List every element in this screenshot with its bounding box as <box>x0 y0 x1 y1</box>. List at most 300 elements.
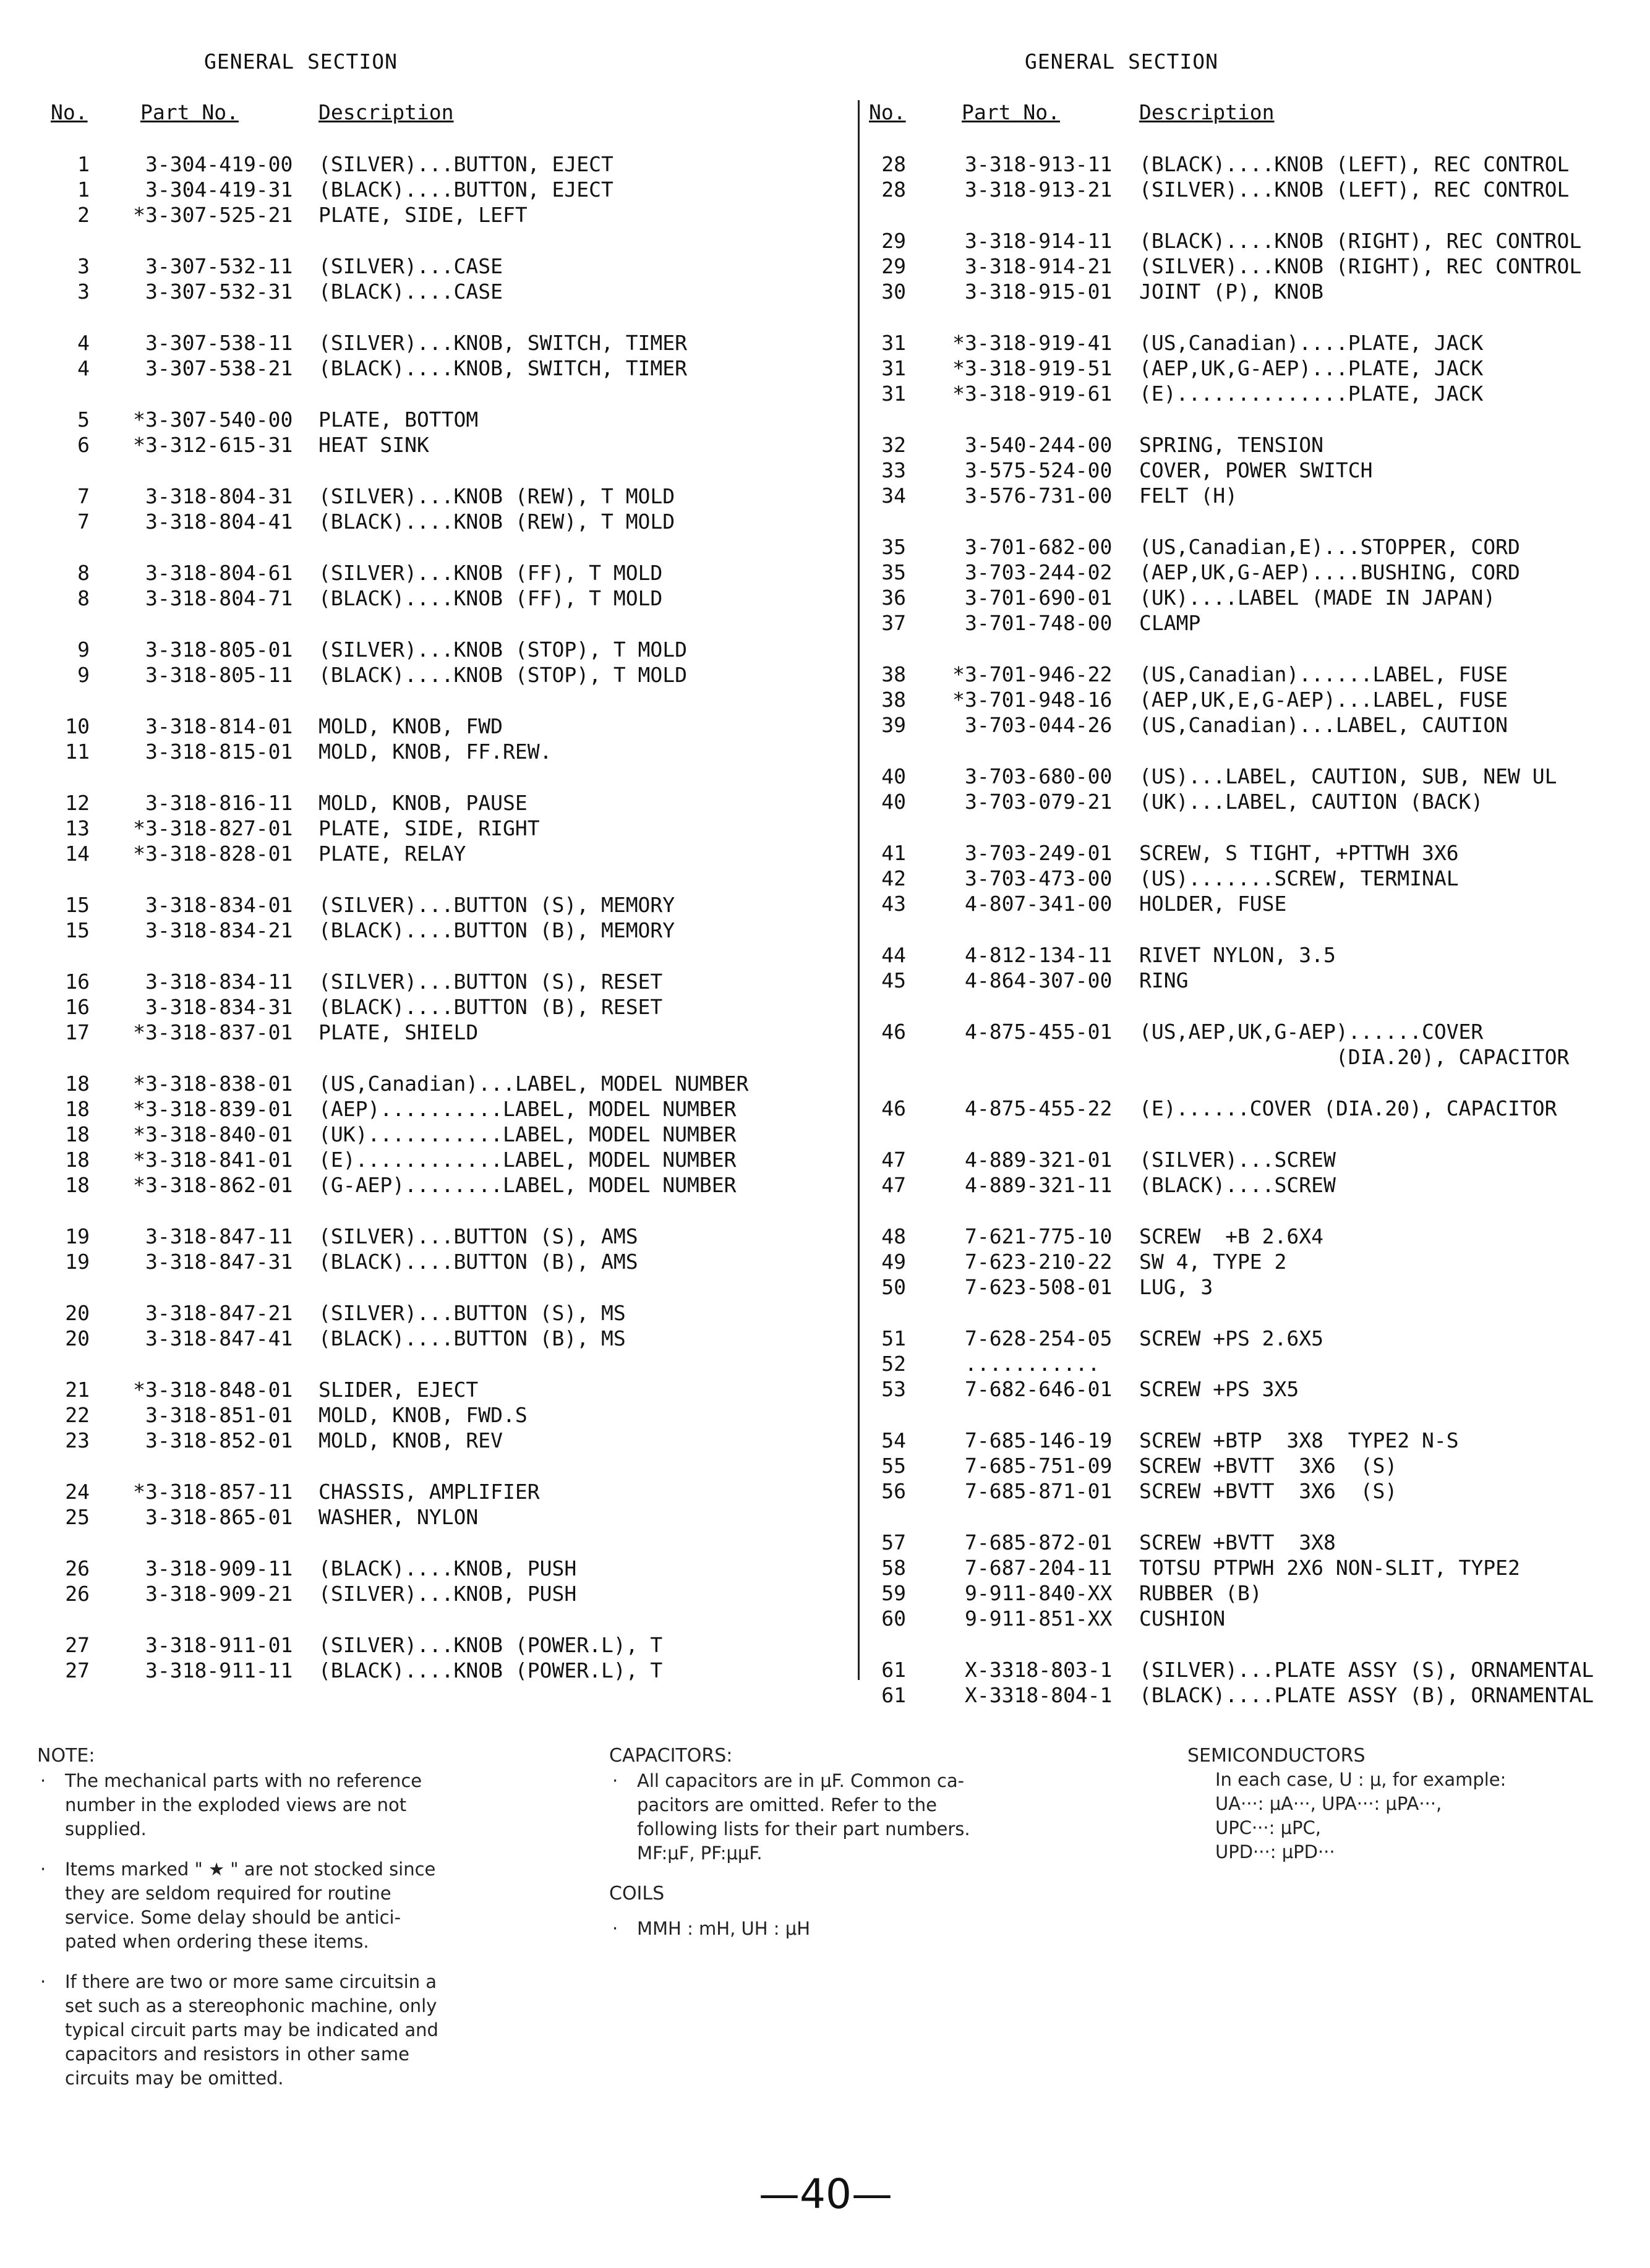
item-number: 6 <box>77 433 90 457</box>
item-number: 29 <box>881 254 906 278</box>
header-no: No. <box>869 100 906 124</box>
item-number: 11 <box>65 740 90 764</box>
description: (BLACK)....KNOB, PUSH <box>318 1556 577 1580</box>
part-number: 7-685-146-19 <box>965 1428 1113 1452</box>
description: (AEP,UK,E,G-AEP)...LABEL, FUSE <box>1139 688 1508 712</box>
table-row <box>37 279 841 305</box>
item-number: 18 <box>65 1122 90 1146</box>
description: (US,AEP,UK,G-AEP)......COVER <box>1139 1020 1484 1044</box>
item-number: 17 <box>65 1020 90 1044</box>
part-number: 3-540-244-00 <box>965 433 1113 457</box>
table-row <box>863 1326 1636 1352</box>
item-number: 19 <box>65 1250 90 1274</box>
description: (BLACK)....KNOB (RIGHT), REC CONTROL <box>1139 229 1582 253</box>
description: (SILVER)...KNOB (FF), T MOLD <box>318 561 663 585</box>
part-number: 7-623-508-01 <box>965 1275 1113 1299</box>
group-spacer <box>37 944 841 970</box>
group-spacer <box>37 1607 841 1633</box>
note-items <box>37 1769 594 2091</box>
description: SCREW +PS 2.6X5 <box>1139 1326 1324 1350</box>
part-number: 3-318-847-11 <box>145 1224 293 1248</box>
part-number: 3-318-840-01 <box>145 1122 293 1146</box>
item-number: 12 <box>65 791 90 815</box>
part-number: 7-623-210-22 <box>965 1250 1113 1274</box>
table-row <box>863 790 1636 815</box>
description: (E)......COVER (DIA.20), CAPACITOR <box>1139 1096 1557 1120</box>
item-number: 13 <box>65 816 90 840</box>
part-number: X-3318-803-1 <box>965 1658 1113 1682</box>
description: SCREW +BVTT 3X8 <box>1139 1530 1336 1554</box>
group-spacer <box>37 458 841 484</box>
description: (SILVER)...BUTTON (S), AMS <box>318 1224 638 1248</box>
table-row <box>37 1301 841 1326</box>
table-row <box>863 586 1636 611</box>
description: (US,Canadian)....PLATE, JACK <box>1139 331 1484 355</box>
part-number: 3-701-946-22 <box>965 662 1113 686</box>
description: RIVET NYLON, 3.5 <box>1139 943 1336 967</box>
group-spacer <box>37 1454 841 1480</box>
table-row <box>37 254 841 279</box>
note-line: service. Some delay should be antici- <box>65 1907 401 1928</box>
part-number: 3-701-682-00 <box>965 535 1113 559</box>
table-row <box>37 1224 841 1250</box>
group-spacer <box>863 1198 1636 1224</box>
part-number: 3-307-538-11 <box>145 331 293 355</box>
item-number: 4 <box>77 331 90 355</box>
part-number: 3-318-805-11 <box>145 663 293 687</box>
description: SCREW +BVTT 3X6 (S) <box>1139 1479 1398 1503</box>
coils-note <box>609 1917 1153 1941</box>
description: (E)..............PLATE, JACK <box>1139 382 1484 406</box>
description: (BLACK)....BUTTON (B), RESET <box>318 995 663 1019</box>
table-row <box>37 1122 841 1148</box>
part-number: 3-318-914-11 <box>965 229 1113 253</box>
description: (UK)...........LABEL, MODEL NUMBER <box>318 1122 737 1146</box>
group-spacer <box>863 994 1636 1020</box>
capacitors-lines <box>637 1769 1153 1865</box>
part-number: 4-875-455-01 <box>965 1020 1113 1044</box>
table-row <box>863 1250 1636 1275</box>
table-row <box>37 356 841 382</box>
description: PLATE, SIDE, RIGHT <box>318 816 540 840</box>
not-stocked-mark: * <box>952 662 965 686</box>
description: RING <box>1139 968 1189 992</box>
part-number: 3-318-848-01 <box>145 1378 293 1402</box>
not-stocked-mark: * <box>952 688 965 712</box>
capacitors-line: All capacitors are in μF. Common ca- <box>637 1770 965 1791</box>
item-number: 24 <box>65 1480 90 1504</box>
description: (SILVER)...KNOB (LEFT), REC CONTROL <box>1139 177 1570 202</box>
description: PLATE, SIDE, LEFT <box>318 203 528 227</box>
group-spacer <box>37 1530 841 1556</box>
part-number: 3-318-851-01 <box>145 1403 293 1427</box>
part-number: 7-687-204-11 <box>965 1556 1113 1580</box>
description: (E)............LABEL, MODEL NUMBER <box>318 1148 737 1172</box>
table-row <box>37 586 841 612</box>
part-number: 7-685-751-09 <box>965 1454 1113 1478</box>
description: (US)...LABEL, CAUTION, SUB, NEW UL <box>1139 764 1557 788</box>
note-line: pated when ordering these items. <box>65 1931 369 1952</box>
table-row <box>37 1148 841 1173</box>
item-number: 8 <box>77 561 90 585</box>
table-row <box>863 1683 1636 1708</box>
description: (UK)....LABEL (MADE IN JAPAN) <box>1139 586 1496 610</box>
table-row <box>37 1020 841 1046</box>
group-spacer <box>863 815 1636 841</box>
part-number: 4-875-455-22 <box>965 1096 1113 1120</box>
parts-list <box>37 152 841 1684</box>
description: (BLACK)....KNOB (LEFT), REC CONTROL <box>1139 152 1570 176</box>
item-number: 26 <box>65 1556 90 1580</box>
part-number: 3-318-911-01 <box>145 1633 293 1657</box>
page-number: —40— <box>759 2170 892 2218</box>
part-number: 7-682-646-01 <box>965 1377 1113 1401</box>
item-number: 48 <box>881 1224 906 1248</box>
parts-list <box>863 152 1636 1708</box>
part-number: 3-318-911-11 <box>145 1658 293 1682</box>
item-number: 31 <box>881 331 906 355</box>
table-row <box>37 1556 841 1582</box>
note-item <box>37 1970 594 2091</box>
part-number: 3-318-828-01 <box>145 842 293 866</box>
note-line: Items marked " ★ " are not stocked since <box>65 1859 436 1880</box>
item-number: 9 <box>77 663 90 687</box>
item-number: 60 <box>881 1606 906 1631</box>
description: TOTSU PTPWH 2X6 NON-SLIT, TYPE2 <box>1139 1556 1520 1580</box>
table-row <box>863 279 1636 305</box>
item-number: 43 <box>881 892 906 916</box>
description: SW 4, TYPE 2 <box>1139 1250 1287 1274</box>
item-number: 3 <box>77 254 90 278</box>
part-number: 3-318-909-21 <box>145 1582 293 1606</box>
item-number: 30 <box>881 279 906 304</box>
part-number: 4-889-321-11 <box>965 1173 1113 1197</box>
part-number: 3-318-857-11 <box>145 1480 293 1504</box>
table-row <box>863 1020 1636 1045</box>
table-row <box>863 1606 1636 1632</box>
note-section <box>37 1744 594 2107</box>
table-row <box>863 1454 1636 1479</box>
description: WASHER, NYLON <box>318 1505 479 1529</box>
description: (BLACK)....BUTTON (B), MEMORY <box>318 918 675 942</box>
description: (SILVER)...BUTTON (S), MEMORY <box>318 893 675 917</box>
table-row <box>37 893 841 918</box>
item-number: 35 <box>881 535 906 559</box>
item-number: 10 <box>65 714 90 738</box>
semiconductors-line: UPC···: μPC, <box>1215 1817 1322 1838</box>
item-number: 18 <box>65 1097 90 1121</box>
item-number: 16 <box>65 970 90 994</box>
description: (BLACK)....KNOB (POWER.L), T <box>318 1658 663 1682</box>
item-number: 14 <box>65 842 90 866</box>
part-number: X-3318-804-1 <box>965 1683 1113 1707</box>
part-number: 3-312-615-31 <box>145 433 293 457</box>
table-row <box>37 1097 841 1122</box>
capacitors-heading: CAPACITORS: <box>609 1745 733 1767</box>
group-spacer <box>37 688 841 714</box>
part-number: 9-911-851-XX <box>965 1606 1113 1631</box>
table-row <box>37 637 841 663</box>
description: SLIDER, EJECT <box>318 1378 479 1402</box>
table-row <box>37 791 841 816</box>
part-number: 3-318-865-01 <box>145 1505 293 1529</box>
group-spacer <box>863 1070 1636 1096</box>
description: (US,Canadian)...LABEL, CAUTION <box>1139 713 1508 737</box>
not-stocked-mark: * <box>133 1148 145 1172</box>
group-spacer <box>37 765 841 791</box>
description: MOLD, KNOB, FWD.S <box>318 1403 528 1427</box>
semiconductors-section <box>1187 1744 1633 1864</box>
part-number: 3-701-748-00 <box>965 611 1113 635</box>
item-number: 27 <box>65 1633 90 1657</box>
group-spacer <box>37 867 841 893</box>
description: RUBBER (B) <box>1139 1581 1262 1605</box>
item-number: 61 <box>881 1683 906 1707</box>
part-number: 4-807-341-00 <box>965 892 1113 916</box>
note-line: circuits may be omitted. <box>65 2068 284 2089</box>
table-row <box>37 1250 841 1275</box>
description: FELT (H) <box>1139 484 1238 508</box>
part-number: 3-318-834-31 <box>145 995 293 1019</box>
item-number: 3 <box>77 279 90 304</box>
item-number: 50 <box>881 1275 906 1299</box>
table-row <box>37 433 841 458</box>
table-row <box>863 177 1636 203</box>
item-number: 2 <box>77 203 90 227</box>
part-number: 3-307-532-11 <box>145 254 293 278</box>
group-spacer <box>863 1300 1636 1326</box>
item-number: 29 <box>881 229 906 253</box>
table-row <box>863 254 1636 279</box>
column-headers <box>37 100 841 126</box>
group-spacer <box>863 203 1636 229</box>
table-row <box>37 561 841 586</box>
item-number: 44 <box>881 943 906 967</box>
description: (SILVER)...KNOB (STOP), T MOLD <box>318 637 688 662</box>
item-number: 46 <box>881 1020 906 1044</box>
not-stocked-mark: * <box>952 356 965 380</box>
not-stocked-mark: * <box>133 407 145 432</box>
table-row <box>37 1480 841 1505</box>
bullet-icon: · <box>612 1770 618 1791</box>
semiconductors-heading: SEMICONDUCTORS <box>1187 1745 1366 1767</box>
description: (AEP)..........LABEL, MODEL NUMBER <box>318 1097 737 1121</box>
description: PLATE, SHIELD <box>318 1020 479 1044</box>
table-row <box>863 1479 1636 1504</box>
not-stocked-mark: * <box>952 331 965 355</box>
not-stocked-mark: * <box>133 1480 145 1504</box>
item-number: 40 <box>881 790 906 814</box>
note-line: number in the exploded views are not <box>65 1794 407 1815</box>
table-row <box>863 484 1636 509</box>
item-number: 7 <box>77 484 90 508</box>
group-spacer <box>863 1402 1636 1428</box>
description: (SILVER)...PLATE ASSY (S), ORNAMENTAL <box>1139 1658 1594 1682</box>
part-number: 3-318-815-01 <box>145 740 293 764</box>
group-spacer <box>863 407 1636 433</box>
part-number: 7-628-254-05 <box>965 1326 1113 1350</box>
part-number: 3-318-805-01 <box>145 637 293 662</box>
item-number: 4 <box>77 356 90 380</box>
part-number: 3-703-249-01 <box>965 841 1113 865</box>
item-number: 45 <box>881 968 906 992</box>
table-row <box>37 663 841 688</box>
note-line: typical circuit parts may be indicated and <box>65 2019 438 2040</box>
item-number: 28 <box>881 152 906 176</box>
group-spacer <box>37 1046 841 1072</box>
part-number: 3-703-680-00 <box>965 764 1113 788</box>
semiconductors-line: UA···: μA···, UPA···: μPA···, <box>1215 1793 1442 1814</box>
part-number: 3-318-909-11 <box>145 1556 293 1580</box>
description: (BLACK)....PLATE ASSY (B), ORNAMENTAL <box>1139 1683 1594 1707</box>
item-number: 56 <box>881 1479 906 1503</box>
part-number: 3-701-690-01 <box>965 586 1113 610</box>
table-row <box>37 1428 841 1454</box>
part-number: 3-318-816-11 <box>145 791 293 815</box>
description: MOLD, KNOB, REV <box>318 1428 503 1452</box>
item-number: 51 <box>881 1326 906 1350</box>
table-row <box>863 229 1636 254</box>
part-number: 3-318-914-21 <box>965 254 1113 278</box>
part-number: 3-318-827-01 <box>145 816 293 840</box>
group-spacer <box>37 305 841 331</box>
item-number: 46 <box>881 1096 906 1120</box>
part-number: 3-318-804-41 <box>145 509 293 534</box>
description: (AEP,UK,G-AEP)...PLATE, JACK <box>1139 356 1484 380</box>
description: (US,Canadian,E)...STOPPER, CORD <box>1139 535 1520 559</box>
capacitors-line: MF:μF, PF:μμF. <box>637 1843 763 1864</box>
item-number: 26 <box>65 1582 90 1606</box>
item-number: 38 <box>881 688 906 712</box>
note-item <box>37 1857 594 1954</box>
group-spacer <box>37 382 841 407</box>
description: HOLDER, FUSE <box>1139 892 1287 916</box>
group-spacer <box>863 1632 1636 1658</box>
part-number: 7-685-871-01 <box>965 1479 1113 1503</box>
description: (SILVER)...KNOB (REW), T MOLD <box>318 484 675 508</box>
group-spacer <box>863 1122 1636 1148</box>
table-row <box>37 1505 841 1530</box>
item-number: 39 <box>881 713 906 737</box>
bullet-icon: · <box>612 1918 618 1939</box>
part-number: 3-318-919-51 <box>965 356 1113 380</box>
part-number: ........... <box>965 1352 1100 1376</box>
not-stocked-mark: * <box>133 842 145 866</box>
part-number: 3-318-834-01 <box>145 893 293 917</box>
header-description: Description <box>1139 100 1275 124</box>
part-number: 3-318-913-21 <box>965 177 1113 202</box>
item-number: 32 <box>881 433 906 457</box>
description: MOLD, KNOB, FWD <box>318 714 503 738</box>
part-number: 3-307-540-00 <box>145 407 293 432</box>
item-number: 18 <box>65 1072 90 1096</box>
item-number: 54 <box>881 1428 906 1452</box>
description: SCREW +PS 3X5 <box>1139 1377 1299 1401</box>
item-number: 53 <box>881 1377 906 1401</box>
item-number: 8 <box>77 586 90 610</box>
description: (BLACK)....KNOB (STOP), T MOLD <box>318 663 688 687</box>
group-spacer <box>863 1504 1636 1530</box>
not-stocked-mark: * <box>952 382 965 406</box>
description: (US).......SCREW, TERMINAL <box>1139 866 1459 890</box>
description: (BLACK)....BUTTON (B), AMS <box>318 1250 638 1274</box>
bullet-icon: · <box>40 1971 46 1992</box>
column-divider <box>858 100 860 1680</box>
header-part-no: Part No. <box>140 100 239 124</box>
item-number: 28 <box>881 177 906 202</box>
item-number: 57 <box>881 1530 906 1554</box>
semiconductors-line: UPD···: μPD··· <box>1215 1841 1335 1862</box>
item-number: 7 <box>77 509 90 534</box>
note-line: supplied. <box>65 1818 147 1840</box>
item-number: 1 <box>77 152 90 176</box>
table-row <box>37 152 841 177</box>
description: (SILVER)...BUTTON, EJECT <box>318 152 613 176</box>
part-number: 3-318-804-31 <box>145 484 293 508</box>
description: COVER, POWER SWITCH <box>1139 458 1373 482</box>
capacitors-coils-section <box>609 1744 1153 1941</box>
description: CLAMP <box>1139 611 1201 635</box>
description: (SILVER)...KNOB (RIGHT), REC CONTROL <box>1139 254 1582 278</box>
table-row <box>863 1275 1636 1300</box>
part-number: 3-318-847-31 <box>145 1250 293 1274</box>
part-number: 3-318-919-41 <box>965 331 1113 355</box>
description: SPRING, TENSION <box>1139 433 1324 457</box>
item-number: 16 <box>65 995 90 1019</box>
item-number: 34 <box>881 484 906 508</box>
header-part-no: Part No. <box>962 100 1060 124</box>
item-number: 20 <box>65 1326 90 1350</box>
group-spacer <box>37 1198 841 1224</box>
header-no: No. <box>51 100 88 124</box>
table-row <box>37 1378 841 1403</box>
item-number: 5 <box>77 407 90 432</box>
semiconductors-line: In each case, U : μ, for example: <box>1215 1769 1507 1790</box>
part-number: 3-318-915-01 <box>965 279 1113 304</box>
table-row <box>863 1148 1636 1173</box>
item-number: 37 <box>881 611 906 635</box>
table-row <box>37 484 841 509</box>
part-number: 3-318-847-41 <box>145 1326 293 1350</box>
table-row <box>37 816 841 842</box>
item-number: 21 <box>65 1378 90 1402</box>
part-number: 3-318-913-11 <box>965 152 1113 176</box>
description: (DIA.20), CAPACITOR <box>1139 1045 1570 1069</box>
part-number: 3-701-948-16 <box>965 688 1113 712</box>
description: (SILVER)...CASE <box>318 254 503 278</box>
item-number: 23 <box>65 1428 90 1452</box>
table-row <box>863 1377 1636 1402</box>
table-row <box>863 866 1636 892</box>
part-number: 3-703-473-00 <box>965 866 1113 890</box>
table-row <box>863 968 1636 994</box>
description: PLATE, RELAY <box>318 842 466 866</box>
description: (AEP,UK,G-AEP)....BUSHING, CORD <box>1139 560 1520 584</box>
description: SCREW +B 2.6X4 <box>1139 1224 1324 1248</box>
item-number: 18 <box>65 1148 90 1172</box>
item-number: 52 <box>881 1352 906 1376</box>
description: SCREW +BVTT 3X6 (S) <box>1139 1454 1398 1478</box>
part-number: 3-318-804-71 <box>145 586 293 610</box>
part-number: 3-318-852-01 <box>145 1428 293 1452</box>
item-number: 31 <box>881 382 906 406</box>
description: JOINT (P), KNOB <box>1139 279 1324 304</box>
not-stocked-mark: * <box>133 1173 145 1197</box>
section-title: GENERAL SECTION <box>204 49 398 74</box>
table-row <box>863 841 1636 866</box>
table-row <box>863 1530 1636 1556</box>
table-row <box>37 1403 841 1428</box>
